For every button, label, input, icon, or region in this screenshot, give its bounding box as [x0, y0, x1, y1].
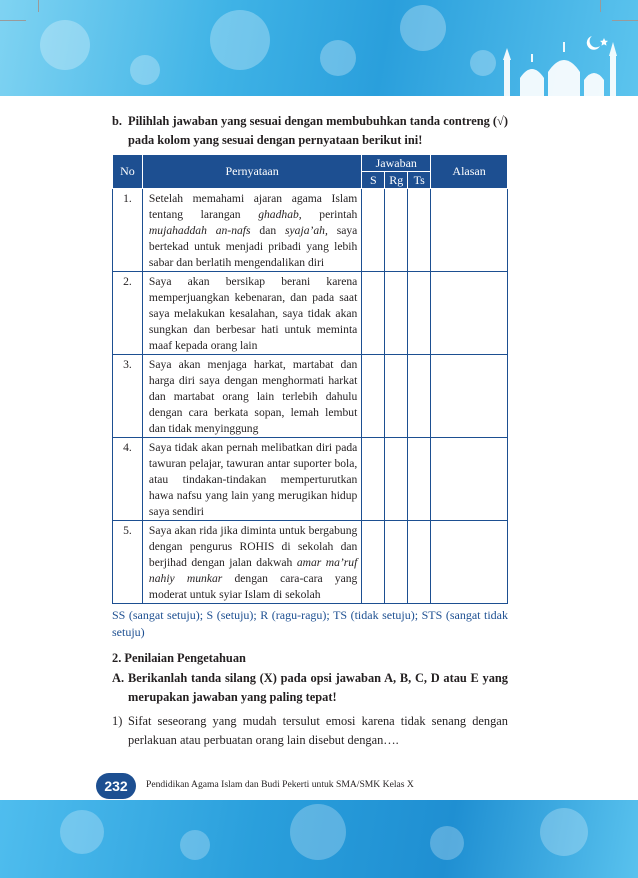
question-1-label: 1)	[112, 714, 123, 728]
row-statement	[142, 189, 361, 272]
reason-cell[interactable]	[431, 521, 508, 604]
answer-cell-ts[interactable]	[408, 521, 431, 604]
italic-term: ghadhab,	[258, 208, 302, 221]
answer-cell-ts[interactable]	[408, 189, 431, 272]
section-b-label: b.	[112, 114, 122, 128]
header-answer: Jawaban	[362, 155, 431, 172]
row-number: 1.	[113, 189, 143, 272]
header-no: No	[113, 155, 143, 189]
answer-cell-rg[interactable]	[385, 355, 408, 438]
reason-cell[interactable]	[431, 189, 508, 272]
statement-text: saya bertekad untuk menjadi pribadi yang lebih sabar dan berlatih mengendalikan diri	[148, 224, 358, 269]
statement-text: dengan cara-cara yang moderat untuk syiar Islam di sekolah	[148, 572, 358, 601]
legend-text: SS (sangat setuju); S (setuju); R (ragu-ragu); TS (tidak setuju); STS (sangat tidak setuju)	[112, 608, 508, 639]
answer-cell-rg[interactable]	[385, 521, 408, 604]
section-b-text: Pilihlah jawaban yang sesuai dengan membubuhkan tanda contreng (√) pada kolom yang sesuai dengan pernyataan berikut ini!	[128, 114, 508, 147]
reason-cell[interactable]	[431, 272, 508, 355]
header-statement: Pernyataan	[142, 155, 361, 189]
header-reason: Alasan	[431, 155, 508, 189]
answer-cell-s[interactable]	[362, 521, 385, 604]
footer-book-title: Pendidikan Agama Islam dan Budi Pekerti untuk SMA/SMK Kelas X	[146, 779, 414, 790]
answer-cell-s[interactable]	[362, 355, 385, 438]
answer-cell-s[interactable]	[362, 189, 385, 272]
mosque-silhouette-icon	[500, 30, 620, 96]
statement-text: Saya akan bersikap berani karena memperjuangkan kebenaran, dan pada saat saya melakukan kesalahan, saya tidak akan sungkan dan berbesar hati untuk meminta maaf kepada orang lain	[148, 275, 358, 352]
italic-term: mujahaddah an-nafs	[148, 224, 251, 237]
questionnaire-table	[112, 154, 508, 604]
section-a-text: Berikanlah tanda silang (X) pada opsi jawaban A, B, C, D atau E yang merupakan jawaban yang paling tepat!	[128, 671, 508, 704]
footer-banner	[0, 800, 638, 878]
statement-text: Saya tidak akan pernah melibatkan diri pada tawuran pelajar, tawuran antar suporter bola, atau tindakan-tindakan memperturutkan hawa nafsu yang lain yang merugikan hidup saya sendiri	[148, 441, 358, 518]
row-statement	[142, 521, 361, 604]
section-a-label: A.	[112, 671, 125, 685]
answer-cell-s[interactable]	[362, 438, 385, 521]
question-1	[112, 712, 508, 750]
row-number: 2.	[113, 272, 143, 355]
header-option-s: S	[362, 172, 385, 189]
row-statement	[142, 272, 361, 355]
row-statement	[142, 355, 361, 438]
table-row	[113, 355, 508, 438]
answer-cell-rg[interactable]	[385, 272, 408, 355]
answer-cell-ts[interactable]	[408, 272, 431, 355]
table-row	[113, 438, 508, 521]
section-b-instruction	[112, 112, 508, 150]
table-row	[113, 521, 508, 604]
page-content	[112, 112, 508, 750]
section-2-heading: 2. Penilaian Pengetahuan	[112, 651, 246, 665]
table-row	[113, 272, 508, 355]
answer-cell-s[interactable]	[362, 272, 385, 355]
statement-text: dan	[250, 224, 286, 237]
crop-mark	[600, 0, 601, 12]
row-statement	[142, 438, 361, 521]
row-number: 4.	[113, 438, 143, 521]
crop-mark	[0, 20, 26, 21]
row-number: 5.	[113, 521, 143, 604]
italic-term: amar ma’ruf nahiy munkar	[148, 556, 358, 585]
answer-cell-rg[interactable]	[385, 189, 408, 272]
statement-text: Saya akan rida jika diminta untuk bergabung dengan pengurus ROHIS di sekolah dan berjihad dengan jalan dakwah	[148, 524, 358, 569]
answer-cell-rg[interactable]	[385, 438, 408, 521]
statement-text: Setelah memahami ajaran agama Islam tentang larangan	[148, 192, 358, 221]
row-number: 3.	[113, 355, 143, 438]
crop-mark	[38, 0, 39, 12]
crop-mark	[612, 20, 638, 21]
table-body	[113, 189, 508, 604]
statement-text: perintah	[301, 208, 358, 221]
header-option-ts: Ts	[408, 172, 431, 189]
header-banner	[0, 0, 638, 96]
answer-cell-ts[interactable]	[408, 355, 431, 438]
page-number: 232	[96, 773, 136, 799]
italic-term: syaja’ah,	[285, 224, 328, 237]
answer-cell-ts[interactable]	[408, 438, 431, 521]
reason-cell[interactable]	[431, 355, 508, 438]
table-row	[113, 189, 508, 272]
header-option-rg: Rg	[385, 172, 408, 189]
reason-cell[interactable]	[431, 438, 508, 521]
statement-text: Saya akan menjaga harkat, martabat dan harga diri saya dengan menghormati harkat dan martabat orang lain terlebih dahulu dengan cara berkata sopan, lemah lembut dan tidak menyinggung	[148, 358, 358, 435]
question-1-text: Sifat seseorang yang mudah tersulut emosi karena tidak senang dengan perlakuan atau perbuatan orang lain disebut dengan….	[128, 714, 508, 747]
section-a-instruction	[112, 669, 508, 707]
